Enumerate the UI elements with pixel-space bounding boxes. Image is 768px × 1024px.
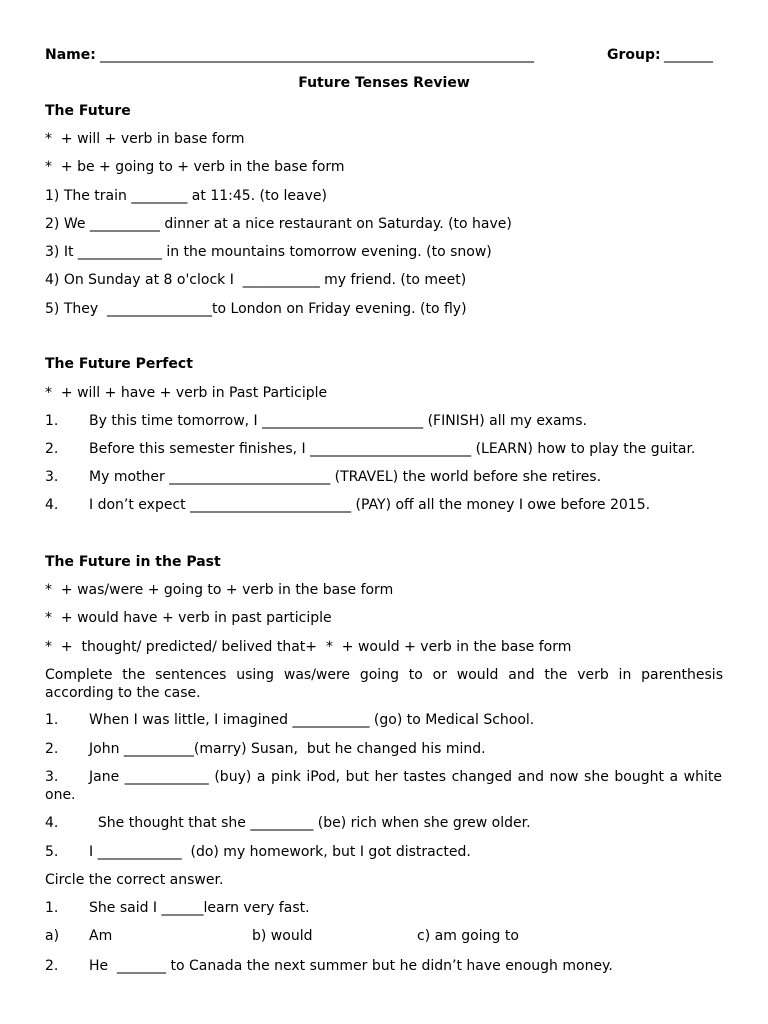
- exercise-item: 1) The train ________ at 11:45. (to leave): [45, 188, 327, 204]
- exercise-item: John __________(marry) Susan, but he changed his mind.: [89, 741, 486, 757]
- option-c[interactable]: c) am going to: [417, 928, 519, 944]
- item-number: 1.: [45, 413, 59, 429]
- item-number: 3.: [45, 769, 59, 785]
- item-number: 4.: [45, 497, 59, 513]
- exercise-item: Before this semester finishes, I _______________________ (LEARN) how to play the guitar.: [89, 441, 696, 457]
- item-number: 1.: [45, 712, 59, 728]
- exercise-item: 5) They _______________to London on Friday evening. (to fly): [45, 301, 467, 317]
- rule-line: * + would have + verb in past participle: [45, 610, 332, 626]
- group-blank[interactable]: _______: [664, 47, 713, 63]
- exercise-item: Jane ____________ (buy) a pink iPod, but her tastes changed and now she bought a white one.: [45, 769, 722, 803]
- rule-line: * + will + verb in base form: [45, 131, 245, 147]
- rule-line: * + thought/ predicted/ belived that+ * + would + verb in the base form: [45, 639, 572, 655]
- exercise-item: By this time tomorrow, I _______________________ (FINISH) all my exams.: [89, 413, 587, 429]
- rule-line: * + was/were + going to + verb in the base form: [45, 582, 394, 598]
- group-label: Group:: [607, 47, 661, 63]
- item-number: 4.: [45, 815, 59, 831]
- item-number: 3.: [45, 469, 59, 485]
- name-label: Name:: [45, 47, 96, 63]
- exercise-item: My mother _______________________ (TRAVEL) the world before she retires.: [89, 469, 602, 485]
- exercise-item: 4) On Sunday at 8 o'clock I ___________ my friend. (to meet): [45, 272, 467, 288]
- exercise-item: He _______ to Canada the next summer but he didn’t have enough money.: [89, 958, 613, 974]
- exercise-item: When I was little, I imagined ___________ (go) to Medical School.: [89, 712, 535, 728]
- page-title: Future Tenses Review: [298, 75, 470, 91]
- item-number: 5.: [45, 844, 59, 860]
- item-number: 2.: [45, 958, 59, 974]
- exercise-item: I ____________ (do) my homework, but I got distracted.: [89, 844, 471, 860]
- instruction-text: Circle the correct answer.: [45, 872, 224, 888]
- item-number: 2.: [45, 741, 59, 757]
- exercise-item: She thought that she _________ (be) rich when she grew older.: [89, 815, 531, 831]
- option-b[interactable]: b) would: [252, 928, 313, 944]
- section-heading-future: The Future: [45, 103, 131, 119]
- exercise-item: 3) It ____________ in the mountains tomorrow evening. (to snow): [45, 244, 492, 260]
- exercise-item: I don’t expect _______________________ (PAY) off all the money I owe before 2015.: [89, 497, 651, 513]
- option-letter: a): [45, 928, 60, 944]
- item-number: 1.: [45, 900, 59, 916]
- option-a[interactable]: Am: [89, 928, 113, 944]
- exercise-item: She said I ______learn very fast.: [89, 900, 310, 916]
- instruction-text: Complete the sentences using was/were going to or would and the verb in parenthesis according to the case.: [45, 667, 723, 701]
- name-blank[interactable]: ______________________________________________________________: [100, 47, 534, 63]
- section-heading-future-in-past: The Future in the Past: [45, 554, 221, 570]
- rule-line: * + be + going to + verb in the base form: [45, 159, 345, 175]
- exercise-item: 2) We __________ dinner at a nice restaurant on Saturday. (to have): [45, 216, 512, 232]
- section-heading-future-perfect: The Future Perfect: [45, 356, 193, 372]
- item-number: 2.: [45, 441, 59, 457]
- rule-line: * + will + have + verb in Past Participle: [45, 385, 328, 401]
